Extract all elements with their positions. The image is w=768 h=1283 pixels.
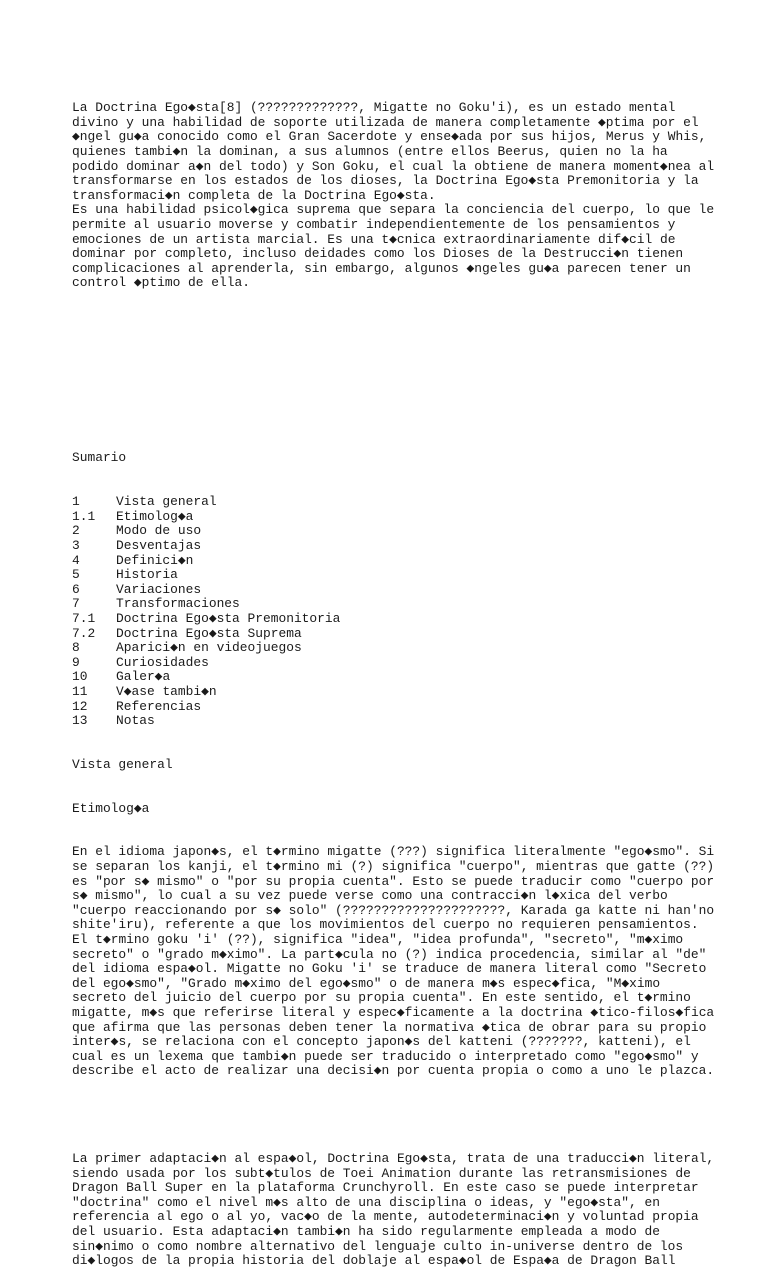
text-line: dominar por completo, incluso deidades como los Dioses de la Destrucci◆n tienen [72, 246, 684, 262]
text-line: secreto del juicio del cuerpo por su propia cuenta". En este sentido, el t◆rmino [72, 990, 691, 1006]
toc-entry[interactable] [72, 670, 732, 685]
toc-entry[interactable] [72, 612, 732, 627]
toc-entry[interactable] [72, 495, 732, 510]
toc-number: 3 [72, 538, 80, 553]
toc-title: Aparici◆n en videojuegos [116, 640, 302, 656]
text-line: En el idioma japon◆s, el t◆rmino migatte (???) significa literalmente "ego◆smo". Si [72, 844, 715, 860]
text-line: secreto" o "grado m◆ximo". La part◆cula no (?) indica procedencia, similar al "de" [72, 946, 707, 962]
toc-number: 9 [72, 654, 80, 670]
toc-title: Variaciones [116, 581, 202, 597]
toc-entry[interactable] [72, 554, 732, 569]
text-line: Es una habilidad psicol◆gica suprema que separa la conciencia del cuerpo, lo que le [72, 202, 715, 218]
toc-number: 8 [72, 640, 80, 656]
toc-title: Referencias [116, 698, 202, 714]
section-heading-vista-general: Vista general [72, 756, 173, 772]
text-line: emociones de un artista marcial. Es una t◆cnica extraordinariamente dif◆cil de [72, 231, 676, 247]
toc-entry[interactable] [72, 700, 732, 715]
text-line: shite'iru), referente a que los movimientos del cuerpo no requieren pensamientos. [72, 917, 699, 933]
text-line: inter◆s, se relaciona con el concepto japon◆s del katteni (???????, katteni), el [72, 1034, 691, 1050]
text-line: transformarse en los estados de los dioses, la Doctrina Ego◆sta Premonitoria y la [72, 173, 699, 189]
text-line: describe el acto de realizar una decisi◆n por cuenta propia o como a uno le plazca. [72, 1063, 715, 1079]
toc-title: Notas [116, 713, 155, 729]
toc-number: 7 [72, 596, 80, 612]
text-line: permite al usuario moverse y combatir independientemente de los pensamientos y [72, 216, 676, 232]
toc-entry[interactable] [72, 714, 732, 729]
text-line: quienes tambi◆n la dominan, a sus alumnos (entre ellos Beerus, quien no la ha [72, 143, 668, 159]
text-line: transformaci◆n completa de la Doctrina Ego◆sta. [72, 187, 436, 203]
text-line: complicaciones al aprenderla, sin embargo, algunos ◆ngeles gu◆a parecen tener un [72, 260, 691, 276]
toc-title: Doctrina Ego◆sta Suprema [116, 625, 302, 641]
summary-heading: Sumario [72, 450, 127, 466]
toc-number: 12 [72, 698, 88, 714]
text-line: se separan los kanji, el t◆rmino mi (?) significa "cuerpo", mientras que gatte (??) [72, 859, 715, 875]
toc-title: Definici◆n [116, 552, 194, 568]
spacer [72, 1108, 732, 1123]
text-line: del idioma espa◆ol. Migatte no Goku 'i' se traduce de manera literal como "Secreto [72, 961, 707, 977]
text-line: "doctrina" como el nivel m◆s alto de una disciplina o ideas, y "ego◆sta", en [72, 1194, 660, 1210]
toc-number: 11 [72, 683, 88, 699]
toc-title: Desventajas [116, 538, 202, 553]
text-line: del ego◆smo", "Grado m◆ximo del ego◆smo" o de manera m◆s espec◆fica, "M◆ximo [72, 975, 661, 991]
toc-number: 2 [72, 523, 80, 539]
toc-title: Etimolog◆a [116, 508, 194, 524]
toc-number: 7.2 [72, 625, 96, 641]
toc-number: 13 [72, 713, 88, 729]
text-line: control ◆ptimo de ella. [72, 275, 250, 291]
text-line: referencia al ego o al yo, vac◆o de la mente, autodeterminaci◆n y voluntad propia [72, 1209, 699, 1225]
text-line: ◆ngel gu◆a conocido como el Gran Sacerdote y ense◆ada por sus hijos, Merus y Whis, [72, 129, 707, 145]
toc-number: 5 [72, 567, 80, 583]
text-line: migatte, m◆s que referirse literal y espec◆ficamente a la doctrina ◆tico-filos◆fica [72, 1005, 715, 1020]
text-line: es "por s◆ mismo" o "por su propia cuenta". Esto se puede traducir como "cuerpo por [72, 873, 715, 889]
toc-title: V◆ase tambi◆n [116, 683, 217, 699]
toc-number: 10 [72, 669, 88, 685]
toc-number: 4 [72, 552, 80, 568]
etymology-paragraph [72, 845, 732, 1079]
toc-entry[interactable] [72, 641, 732, 656]
toc-title: Doctrina Ego◆sta Premonitoria [116, 610, 341, 626]
text-line: La primer adaptaci◆n al espa◆ol, Doctrina Ego◆sta, trata de una traducci◆n literal, [72, 1150, 715, 1166]
toc-title: Historia [116, 567, 178, 583]
toc-number: 1.1 [72, 508, 96, 524]
text-line: podido dominar a◆n del todo) y Son Goku, el cual la obtiene de manera moment◆nea al [72, 158, 715, 174]
adaptation-paragraph [72, 1152, 732, 1269]
toc-entry[interactable] [72, 568, 732, 583]
text-line: s◆ mismo", lo cual a su vez puede verse como una contracci◆n l◆xica del verbo [72, 888, 668, 904]
toc-title: Modo de uso [116, 523, 202, 539]
toc-entry[interactable] [72, 539, 732, 554]
toc-entry[interactable] [72, 656, 732, 671]
text-line: La Doctrina Ego◆sta[8] (?????????????, Migatte no Goku'i), es un estado mental [72, 100, 676, 116]
toc-title: Transformaciones [116, 596, 240, 612]
spacer [72, 320, 732, 335]
text-line: sin◆nimo o como nombre alternativo del lenguaje culto in-universe dentro de los [72, 1238, 684, 1254]
toc-entry[interactable] [72, 627, 732, 642]
text-line: que afirma que las personas deben tener la normativa ◆tica de obrar para su propio [72, 1019, 707, 1035]
toc-number: 7.1 [72, 610, 96, 626]
document-page [72, 72, 732, 1283]
text-line: di◆logos de la propia historia del doblaje al espa◆ol de Espa◆a de Dragon Ball [72, 1253, 676, 1269]
toc-entry[interactable] [72, 597, 732, 612]
table-of-contents [72, 495, 732, 729]
toc-entry[interactable] [72, 524, 732, 539]
text-line: Dragon Ball Super en la plataforma Crunchyroll. En este caso se puede interpretar [72, 1180, 699, 1196]
text-line: del usuario. Esta adaptaci◆n tambi◆n ha sido regularmente empleada a modo de [72, 1223, 660, 1239]
toc-entry[interactable] [72, 510, 732, 525]
toc-title: Galer◆a [116, 669, 171, 685]
text-line: siendo usada por los subt◆tulos de Toei Animation durante las retransmisiones de [72, 1165, 691, 1181]
section-heading-etimologia: Etimolog◆a [72, 800, 150, 816]
text-line: El t◆rmino goku 'i' (??), significa "idea", "idea profunda", "secreto", "m◆ximo [72, 932, 684, 948]
text-line: cual es un lexema que tambi◆n puede ser traducido o interpretado como "ego◆smo" y [72, 1048, 699, 1064]
text-line: divino y una habilidad de soporte utilizada de manera completamente ◆ptima por el [72, 114, 699, 130]
toc-title: Vista general [116, 494, 217, 510]
toc-entry[interactable] [72, 583, 732, 598]
toc-entry[interactable] [72, 685, 732, 700]
toc-title: Curiosidades [116, 654, 209, 670]
spacer [72, 364, 732, 379]
toc-number: 1 [72, 494, 80, 510]
text-line: "cuerpo reaccionando por s◆ solo" (?????????????????????, Karada ga katte ni han'no [72, 902, 715, 918]
intro-paragraph [72, 101, 732, 291]
spacer [72, 408, 732, 423]
toc-number: 6 [72, 581, 80, 597]
